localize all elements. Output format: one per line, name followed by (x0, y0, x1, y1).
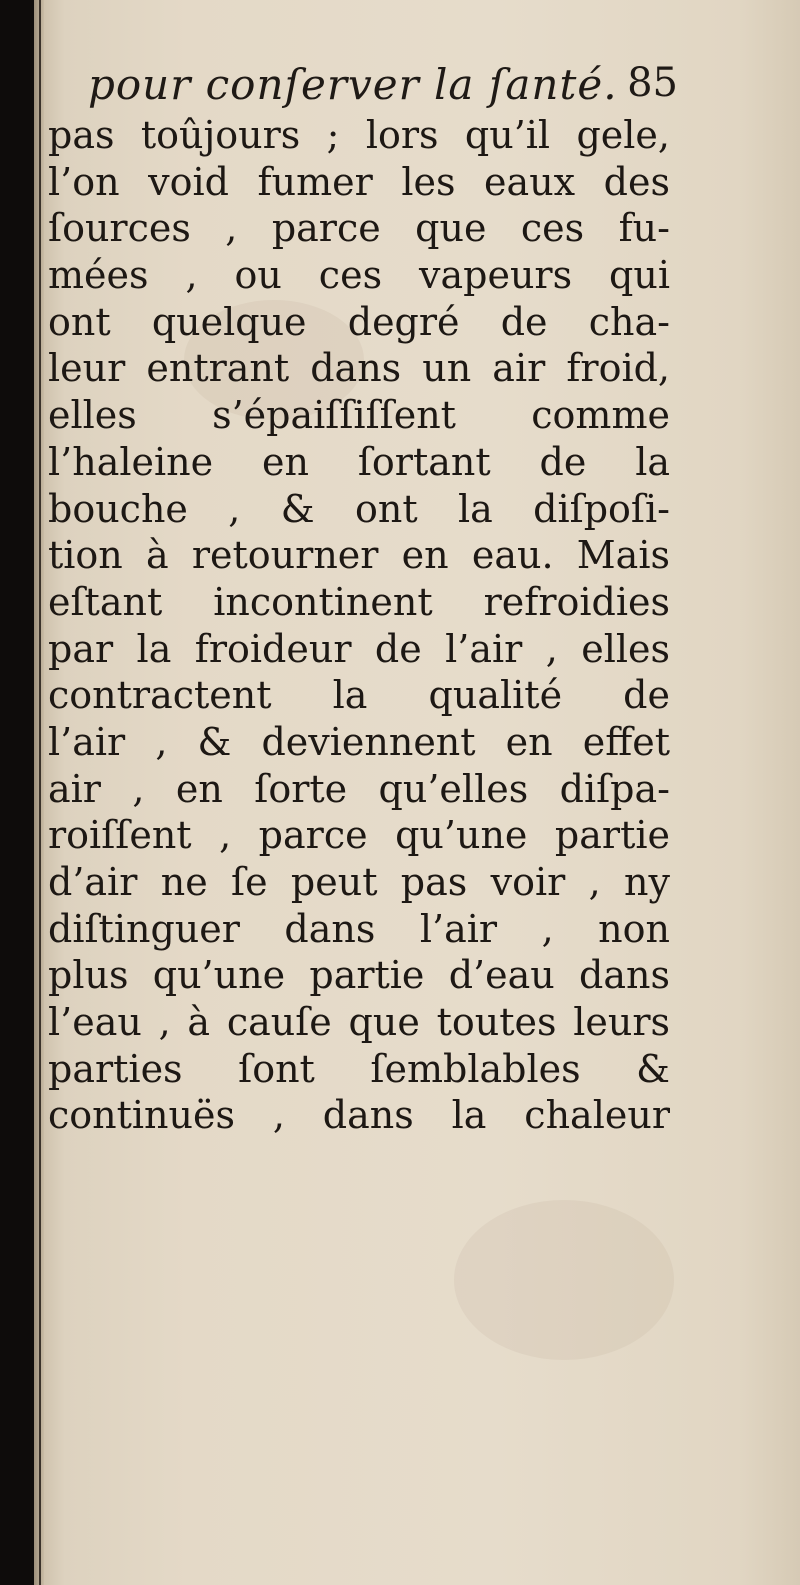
text-line: elles s’épaiſſiſſent comme (48, 393, 670, 438)
paper-stain (454, 1200, 674, 1360)
text-line: l’on void fumer les eaux des (48, 159, 670, 204)
text-line: eſtant incontinent refroidies (48, 579, 670, 624)
text-line: plus qu’une partie d’eau dans (48, 953, 670, 998)
binding-edge (39, 0, 41, 1585)
text-line: bouche , & ont la diſpoſi- (48, 486, 670, 531)
page-number: 85 (627, 60, 678, 106)
text-line: l’eau , à cauſe que toutes leurs (48, 1000, 670, 1045)
text-line: par la froideur de l’air , elles (48, 626, 670, 671)
text-line: diſtinguer dans l’air , non (48, 906, 670, 951)
body-text (48, 112, 670, 1139)
text-line: tion à retourner en eau. Mais (48, 533, 670, 578)
text-line: roiſſent , parce qu’une partie (48, 813, 670, 858)
text-line: mées , ou ces vapeurs qui (48, 253, 670, 298)
text-line: ont quelque degré de cha- (48, 299, 670, 344)
text-line: ſources , parce que ces fu- (48, 206, 670, 251)
text-line: air , en ſorte qu’elles diſpa- (48, 766, 670, 811)
text-line: pas toûjours ; lors qu’il gele, (48, 113, 670, 157)
text-line: contractent la qualité de (48, 673, 670, 718)
text-line: leur entrant dans un air froid, (48, 346, 670, 391)
running-head-title: pour conſerver la ſanté. (88, 60, 618, 109)
text-line: parties ſont ſemblables & (48, 1046, 670, 1091)
text-line: l’haleine en ſortant de la (48, 439, 670, 484)
text-line: d’air ne ſe peut pas voir , ny (48, 860, 670, 904)
text-line: continuës , dans la chaleur (48, 1093, 670, 1138)
text-line: l’air , & deviennent en effet (48, 719, 670, 764)
